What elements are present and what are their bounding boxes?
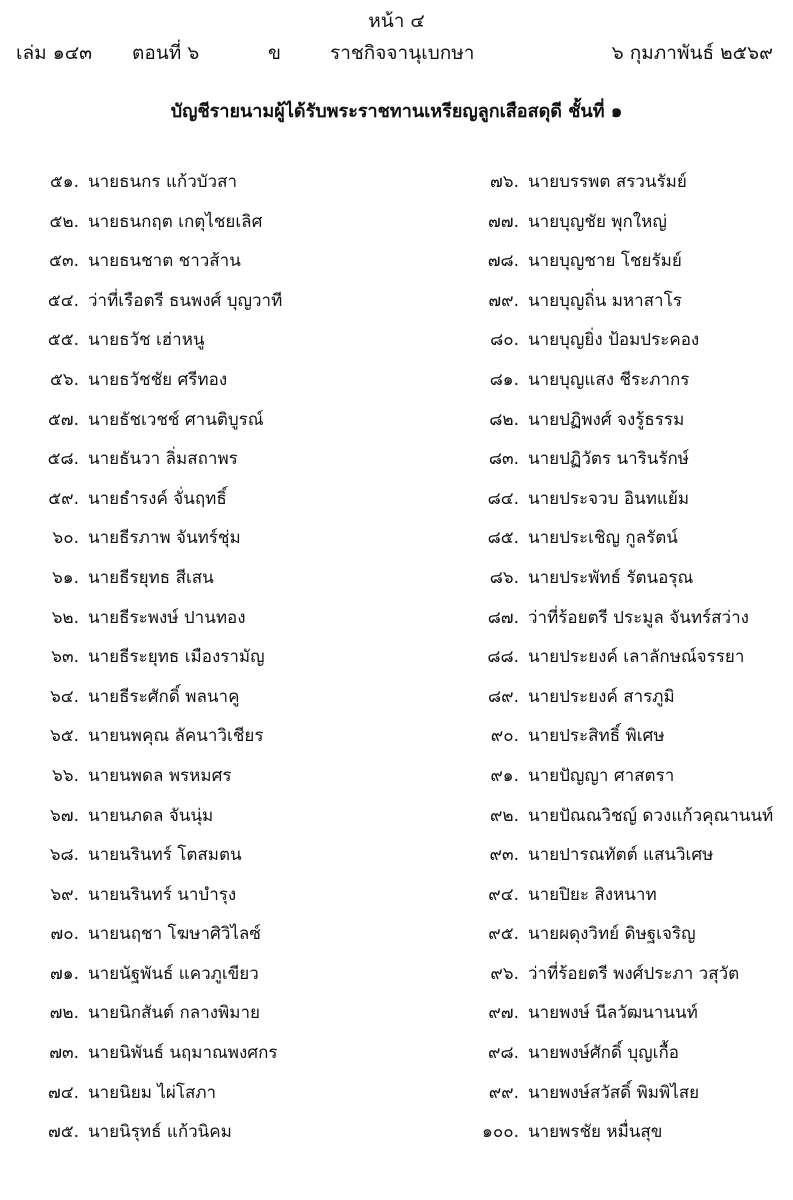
item-number: ๗๖. [490, 172, 519, 192]
item-number: ๖๔. [49, 686, 79, 707]
list-item [396, 643, 793, 683]
item-number: ๗๒. [49, 1003, 79, 1024]
recipient-name: นายธีรยุทธ สีเสน [88, 567, 214, 588]
recipient-name: นายนฤชา โฆษาศิวิไลซ์ [88, 924, 261, 945]
item-number: ๖๖. [52, 765, 79, 786]
list-item [396, 604, 793, 644]
item-number: ๘๗. [487, 607, 519, 628]
recipient-name: นายธีระยุทธ เมืองรามัญ [88, 647, 265, 668]
list-item [396, 722, 793, 762]
list-item [0, 643, 396, 683]
page-number: หน้า ๔ [368, 10, 425, 32]
list-item [396, 485, 793, 525]
item-number: ๖๑. [52, 567, 79, 588]
item-number: ๖๒. [51, 607, 79, 628]
item-number: ๕๑. [49, 172, 79, 192]
recipient-name: นายนิพันธ์ นฤมาณพงศกร [88, 1043, 278, 1064]
list-item [396, 524, 793, 564]
item-number: ๗๓. [49, 1043, 79, 1064]
list-item [0, 564, 396, 604]
item-number: ๑๐๐. [482, 1122, 519, 1143]
item-number: ๙๖. [490, 963, 519, 984]
recipient-name: นายประเชิญ กูลรัตน์ [528, 528, 678, 549]
recipient-name: นายบรรพต สรวนรัมย์ [528, 172, 687, 192]
item-number: ๗๔. [47, 1082, 79, 1103]
recipient-name: นายธีรภาพ จันทร์ชุ่ม [88, 528, 241, 549]
list-item [0, 920, 396, 960]
recipient-name: นายธวัชชัย ศรีทอง [88, 369, 228, 390]
list-item [0, 802, 396, 842]
list-item [396, 287, 793, 327]
document-title: บัญชีรายนามผู้ได้รับพระราชทานเหรียญลูกเสือสดุดี ชั้นที่ ๑ [170, 101, 623, 122]
list-item [0, 485, 396, 525]
list-item [396, 1039, 793, 1079]
recipient-name: นายปารณทัตต์ แสนวิเศษ [528, 845, 714, 866]
item-number: ๙๙. [488, 1082, 519, 1103]
item-number: ๙๐. [490, 726, 519, 747]
list-item [396, 762, 793, 802]
list-item [396, 445, 793, 485]
gazette-name: ราชกิจจานุเบกษา [330, 42, 475, 64]
list-item [0, 762, 396, 802]
recipient-list-right [396, 168, 793, 1158]
list-item [0, 1118, 396, 1158]
list-item [0, 445, 396, 485]
list-item [0, 881, 396, 921]
recipient-name: นายบุญชัย พุกใหญ่ [528, 211, 667, 232]
item-number: ๖๘. [49, 845, 79, 866]
section-label: ข [268, 42, 281, 64]
item-number: ๙๗. [488, 1003, 519, 1024]
item-number: ๗๘. [487, 251, 519, 272]
list-item [396, 326, 793, 366]
recipient-name: นายพงษ์ศักดิ์ บุญเกื้อ [528, 1043, 679, 1064]
list-item [0, 1039, 396, 1079]
recipient-name: นายธนชาต ชาวส้าน [88, 251, 241, 272]
recipient-name: ว่าที่เรือตรี ธนพงศ์ บุญวาที [88, 290, 283, 311]
volume-label: เล่ม ๑๔๓ [16, 42, 93, 64]
list-item [396, 564, 793, 604]
list-item [0, 326, 396, 366]
item-number: ๕๒. [49, 211, 79, 232]
recipient-name: นายพงษ์ นีลวัฒนานนท์ [528, 1003, 698, 1024]
list-item [396, 881, 793, 921]
recipient-name: นายนรินทร์ นาบำรุง [88, 884, 237, 905]
recipient-name: ว่าที่ร้อยตรี ประมูล จันทร์สว่าง [528, 607, 749, 628]
recipient-name: นายธัชเวชช์ ศานติบูรณ์ [88, 409, 264, 430]
list-item [396, 366, 793, 406]
recipient-name: นายบุญชาย โชยรัมย์ [528, 251, 682, 272]
list-item [396, 247, 793, 287]
recipient-name: นายปฏิวัตร นารินรักษ์ [528, 449, 690, 470]
list-item [0, 604, 396, 644]
recipient-name: นายประยงค์ สารภูมิ [528, 686, 675, 707]
recipient-name: นายนิยม ไผ่โสภา [88, 1082, 217, 1103]
recipient-name: นายธนกร แก้วบัวสา [88, 172, 238, 192]
issue-label: ตอนที่ ๖ [132, 42, 200, 64]
list-item [396, 802, 793, 842]
item-number: ๙๒. [489, 805, 519, 826]
item-number: ๗๗. [488, 211, 519, 232]
list-item [0, 287, 396, 327]
list-item [0, 366, 396, 406]
list-item [396, 1118, 793, 1158]
item-number: ๕๓. [49, 251, 79, 272]
list-item [396, 920, 793, 960]
item-number: ๗๐. [50, 924, 79, 945]
item-number: ๕๗. [47, 409, 79, 430]
recipient-name: นายประยงค์ เลาลักษณ์จรรยา [528, 647, 745, 668]
item-number: ๘๐. [490, 330, 519, 351]
gazette-header [0, 38, 793, 68]
recipient-name: นายประจวบ อินทแย้ม [528, 488, 690, 509]
item-number: ๖๕. [49, 726, 79, 747]
item-number: ๘๖. [489, 567, 519, 588]
list-item [396, 841, 793, 881]
recipient-name: นายธวัช เฮ่าหนู [88, 330, 205, 351]
list-item [396, 683, 793, 723]
item-number: ๘๕. [487, 528, 519, 549]
list-item [0, 208, 396, 248]
list-item [0, 406, 396, 446]
item-number: ๙๑. [490, 765, 519, 786]
recipient-name: นายธนกฤต เกตุไชยเลิศ [88, 211, 263, 232]
item-number: ๗๕. [47, 1122, 79, 1143]
item-number: ๙๕. [488, 924, 519, 945]
list-item [0, 722, 396, 762]
item-number: ๖๓. [51, 647, 79, 668]
list-item [0, 960, 396, 1000]
item-number: ๘๓. [488, 449, 519, 470]
recipient-name: นายพรชัย หมื่นสุข [528, 1122, 663, 1143]
list-item [0, 247, 396, 287]
recipient-name: นายนิรุทธ์ แก้วนิคม [88, 1122, 232, 1143]
list-item [396, 960, 793, 1000]
item-number: ๗๑. [50, 963, 79, 984]
item-number: ๙๓. [489, 845, 519, 866]
item-number: ๕๖. [49, 369, 79, 390]
recipient-name: นายนพคุณ ลัคนาวิเชียร [88, 726, 264, 747]
recipient-name: นายปัณณวิชญ์ ดวงแก้วคุณานนท์ [528, 805, 774, 826]
recipient-list-left [0, 168, 396, 1158]
recipient-name: นายปัญญา ศาสตรา [528, 765, 675, 786]
list-item [396, 208, 793, 248]
list-item [0, 683, 396, 723]
recipient-name: นายนพดล พรหมศร [88, 765, 232, 786]
item-number: ๙๘. [488, 1043, 519, 1064]
recipient-name: นายนัฐพันธ์ แควภูเขียว [88, 963, 259, 984]
publication-date: ๖ กุมภาพันธ์ ๒๕๖๙ [611, 42, 773, 64]
recipient-name: นายปฏิพงศ์ จงรู้ธรรม [528, 409, 685, 430]
recipient-name: นายนิกสันต์ กลางพิมาย [88, 1003, 260, 1024]
recipient-name: นายประสิทธิ์ พิเศษ [528, 726, 665, 747]
item-number: ๖๗. [50, 805, 79, 826]
item-number: ๕๘. [47, 449, 79, 470]
item-number: ๘๔. [487, 488, 519, 509]
recipient-name: นายประพัทธ์ รัตนอรุณ [528, 567, 694, 588]
recipient-name: นายพงษ์สวัสดิ์ พิมพิไสย [528, 1082, 700, 1103]
recipient-name: นายปิยะ สิงหนาท [528, 884, 657, 905]
item-number: ๙๔. [488, 884, 519, 905]
recipient-name: นายธีระพงษ์ ปานทอง [88, 607, 246, 628]
recipient-name: นายบุญถิ่น มหาสาโร [528, 290, 682, 311]
list-item [396, 1079, 793, 1119]
list-item [396, 406, 793, 446]
item-number: ๘๙. [488, 686, 519, 707]
item-number: ๖๙. [50, 884, 79, 905]
recipient-name: ว่าที่ร้อยตรี พงศ์ประภา วสุวัต [528, 963, 740, 984]
recipient-name: นายธำรงค์ จั่นฤทธิ์ [88, 488, 227, 509]
list-item [0, 841, 396, 881]
list-item [0, 524, 396, 564]
item-number: ๕๕. [47, 330, 79, 351]
recipient-name: นายธันวา ลิ่มสถาพร [88, 449, 238, 470]
recipient-name: นายนรินทร์ โตสมตน [88, 845, 242, 866]
recipient-name: นายนภดล จันนุ่ม [88, 805, 214, 826]
item-number: ๘๑. [489, 369, 519, 390]
recipient-name: นายธีระศักดิ์ พลนาคู [88, 686, 240, 707]
item-number: ๕๔. [47, 290, 79, 311]
recipient-name: นายผดุงวิทย์ ดิษฐเจริญ [528, 924, 696, 945]
item-number: ๕๙. [48, 488, 79, 509]
item-number: ๘๒. [489, 409, 519, 430]
list-item [0, 1079, 396, 1119]
item-number: ๘๘. [487, 647, 519, 668]
list-item [0, 168, 396, 208]
recipient-name: นายบุญยิ่ง ป้อมประคอง [528, 330, 700, 351]
recipient-name: นายบุญแสง ชีระภากร [528, 369, 690, 390]
item-number: ๗๙. [488, 290, 519, 311]
list-item [0, 999, 396, 1039]
item-number: ๖๐. [52, 528, 79, 549]
list-item [396, 999, 793, 1039]
list-item [396, 168, 793, 208]
